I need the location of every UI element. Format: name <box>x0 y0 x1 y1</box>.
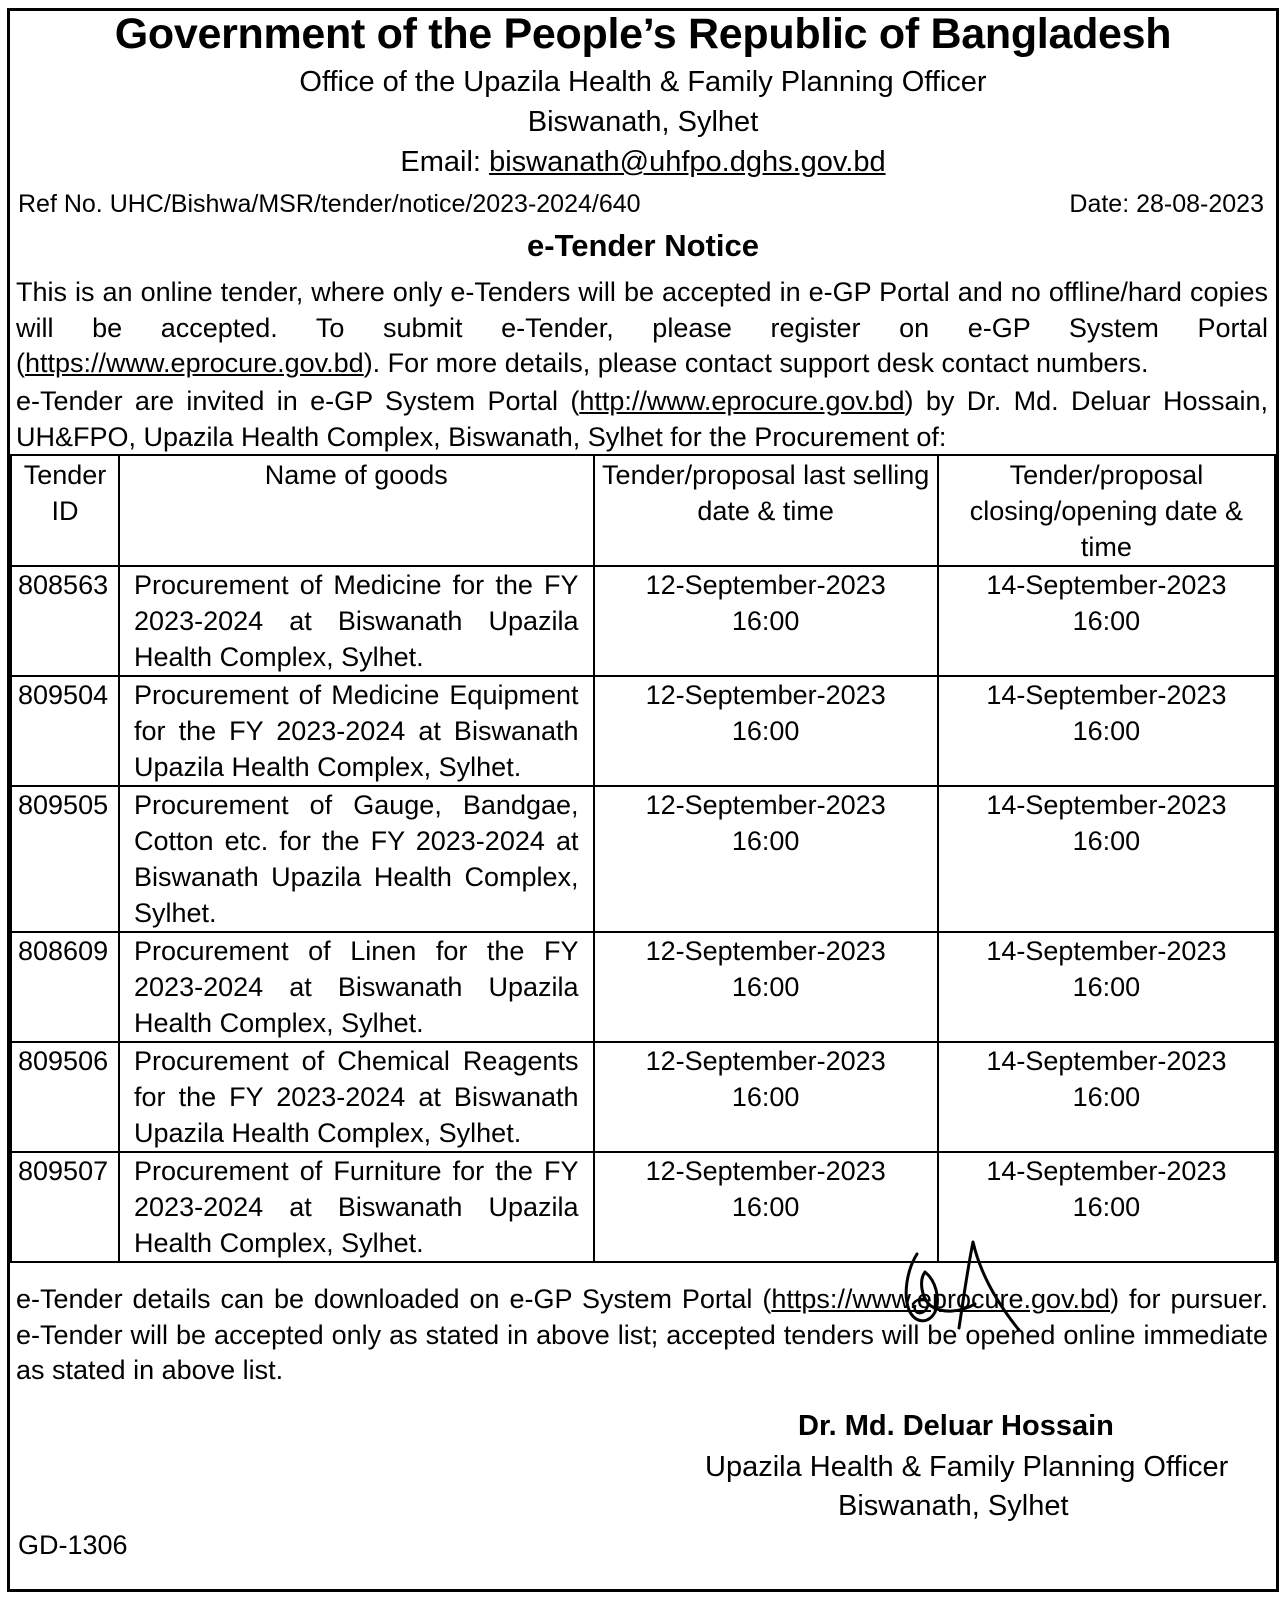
selling-date: 12-September-2023 <box>645 1046 886 1076</box>
tender-id-cell: 809506 <box>11 1042 119 1152</box>
invite-text-b: ) by Dr. Md. Deluar Hossain, UH&FPO, Upazila Health Complex, Biswanath, Sylhet for the Procurement of: <box>16 386 1269 452</box>
selling-date: 12-September-2023 <box>645 1156 886 1186</box>
invite-text-a: e-Tender are invited in e-GP System Portal ( <box>16 386 580 416</box>
goods-cell: Procurement of Chemical Reagents for the FY 2023-2024 at Biswanath Upazila Health Complex, Sylhet. <box>119 1042 594 1152</box>
closing-time: 16:00 <box>1072 1192 1141 1222</box>
header-name-of-goods: Name of goods <box>119 455 594 566</box>
notice-title: e-Tender Notice <box>527 228 759 263</box>
table-header-row <box>11 455 1275 566</box>
goods-cell: Procurement of Gauge, Bandgae, Cotton etc. for the FY 2023-2024 at Biswanath Upazila Health Complex, Sylhet. <box>119 786 594 932</box>
government-heading: Government of the People’s Republic of Bangladesh <box>114 10 1172 58</box>
closing-date: 14-September-2023 <box>986 570 1227 600</box>
closing-time: 16:00 <box>1072 1082 1141 1112</box>
intro-portal-link[interactable]: https://www.eprocure.gov.bd <box>25 348 364 378</box>
invite-portal-link[interactable]: http://www.eprocure.gov.bd <box>579 386 905 416</box>
closing-date-cell <box>938 1042 1275 1152</box>
header-closing-opening-date: Tender/proposal closing/opening date & time <box>938 455 1275 566</box>
selling-time: 16:00 <box>731 1192 800 1222</box>
email-link[interactable]: biswanath@uhfpo.dghs.gov.bd <box>489 146 886 178</box>
signatory-designation: Upazila Health & Family Planning Officer <box>705 1451 1229 1483</box>
office-name: Office of the Upazila Health & Family Planning Officer <box>299 66 987 98</box>
tender-id-cell: 808609 <box>11 932 119 1042</box>
selling-date: 12-September-2023 <box>645 936 886 966</box>
tender-id-cell: 809504 <box>11 676 119 786</box>
office-location: Biswanath, Sylhet <box>527 106 759 138</box>
signatory-location: Biswanath, Sylhet <box>838 1490 1069 1522</box>
email-line <box>0 146 1286 179</box>
table-row <box>11 1042 1275 1152</box>
footer-text-a: e-Tender details can be downloaded on e-GP System Portal ( <box>16 1284 772 1314</box>
email-label: Email: <box>400 146 490 178</box>
selling-date-cell <box>594 786 938 932</box>
selling-date-cell <box>594 676 938 786</box>
header-last-selling-date: Tender/proposal last selling date & time <box>594 455 938 566</box>
closing-date: 14-September-2023 <box>986 1046 1227 1076</box>
goods-cell: Procurement of Furniture for the FY 2023-2024 at Biswanath Upazila Health Complex, Sylhet. <box>119 1152 594 1262</box>
selling-time: 16:00 <box>731 716 800 746</box>
selling-date-cell <box>594 566 938 676</box>
closing-date: 14-September-2023 <box>986 936 1227 966</box>
closing-date-cell <box>938 932 1275 1042</box>
intro-text-a: This is an online tender, where only e-Tenders will be accepted in e-GP Portal and no offline/hard copies will be accepted. To submit e-Tender, please register on e-GP System Portal ( <box>16 277 1268 378</box>
closing-date: 14-September-2023 <box>986 680 1227 710</box>
selling-date: 12-September-2023 <box>645 570 886 600</box>
closing-date-cell <box>938 566 1275 676</box>
closing-time: 16:00 <box>1072 606 1141 636</box>
closing-date: 14-September-2023 <box>986 1156 1227 1186</box>
selling-date: 12-September-2023 <box>645 790 886 820</box>
signatory-name: Dr. Md. Deluar Hossain <box>798 1410 1114 1442</box>
tender-id-cell: 808563 <box>11 566 119 676</box>
table-row <box>11 676 1275 786</box>
header-tender-id: Tender ID <box>11 455 119 566</box>
table-row <box>11 786 1275 932</box>
tender-table <box>10 454 1276 1263</box>
closing-time: 16:00 <box>1072 972 1141 1002</box>
selling-time: 16:00 <box>731 1082 800 1112</box>
closing-date: 14-September-2023 <box>986 790 1227 820</box>
handwritten-signature <box>895 1232 1045 1342</box>
table-row <box>11 566 1275 676</box>
goods-cell: Procurement of Medicine Equipment for the FY 2023-2024 at Biswanath Upazila Health Complex, Sylhet. <box>119 676 594 786</box>
intro-text-b: ). For more details, please contact support desk contact numbers. <box>363 348 1149 378</box>
footer-paragraph <box>16 1282 1268 1389</box>
selling-time: 16:00 <box>731 972 800 1002</box>
closing-time: 16:00 <box>1072 716 1141 746</box>
intro-paragraph <box>16 275 1268 382</box>
table-row <box>11 1152 1275 1262</box>
closing-time: 16:00 <box>1072 826 1141 856</box>
goods-cell: Procurement of Medicine for the FY 2023-2024 at Biswanath Upazila Health Complex, Sylhet. <box>119 566 594 676</box>
reference-number: Ref No. UHC/Bishwa/MSR/tender/notice/2023-2024/640 <box>18 190 641 218</box>
footer-portal-link[interactable]: https://www.eprocure.gov.bd <box>771 1284 1111 1314</box>
selling-date-cell <box>594 1042 938 1152</box>
selling-time: 16:00 <box>731 606 800 636</box>
goods-cell: Procurement of Linen for the FY 2023-2024 at Biswanath Upazila Health Complex, Sylhet. <box>119 932 594 1042</box>
closing-date-cell <box>938 676 1275 786</box>
selling-date-cell <box>594 932 938 1042</box>
invite-paragraph <box>16 384 1268 455</box>
selling-date-cell <box>594 1152 938 1262</box>
selling-date: 12-September-2023 <box>645 680 886 710</box>
gd-code: GD-1306 <box>18 1530 128 1560</box>
notice-date: Date: 28-08-2023 <box>1069 190 1264 218</box>
closing-date-cell <box>938 786 1275 932</box>
table-row <box>11 932 1275 1042</box>
selling-time: 16:00 <box>731 826 800 856</box>
footer-text-b: ) for pursuer. e-Tender will be accepted only as stated in above list; accepted tenders will be opened online immediate as stated in above list. <box>16 1284 1269 1385</box>
tender-id-cell: 809507 <box>11 1152 119 1262</box>
tender-id-cell: 809505 <box>11 786 119 932</box>
